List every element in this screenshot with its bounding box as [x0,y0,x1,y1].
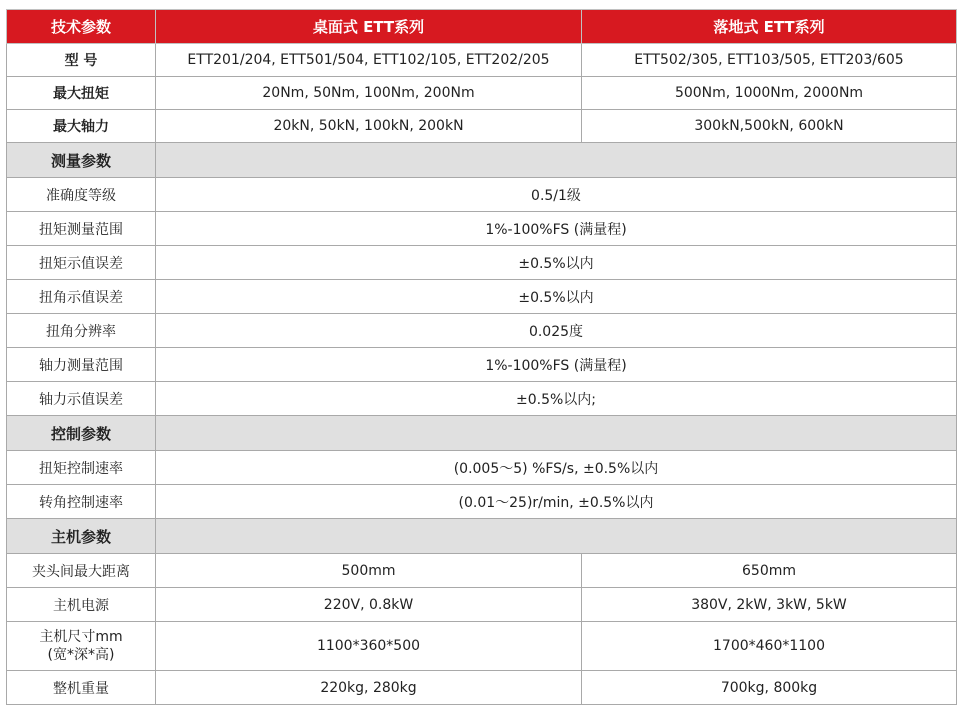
section-row-host [7,519,957,554]
row-label: 轴力示值误差 [7,382,156,416]
row-value: 1%-100%FS (满量程) [156,212,957,246]
row-value: ±0.5%以内; [156,382,957,416]
row-label-max-torque: 最大扭矩 [7,77,156,110]
header-desktop-series: 桌面式 ETT系列 [156,10,582,44]
table-row [7,110,957,143]
row-label: 扭角分辨率 [7,314,156,348]
cell-floor: 1700*460*1100 [582,622,957,671]
table-row [7,382,957,416]
table-row [7,671,957,705]
row-value: (0.01〜25)r/min, ±0.5%以内 [156,485,957,519]
row-label: 扭角示值误差 [7,280,156,314]
row-value: (0.005〜5) %FS/s, ±0.5%以内 [156,451,957,485]
table-row [7,246,957,280]
cell-floor: 700kg, 800kg [582,671,957,705]
header-row [7,10,957,44]
table-row [7,622,957,671]
cell-desktop: 500mm [156,554,582,588]
cell-desktop-max-axial: 20kN, 50kN, 100kN, 200kN [156,110,582,143]
table-row [7,44,957,77]
table-row [7,588,957,622]
row-label: 整机重量 [7,671,156,705]
row-label-line1: 主机尺寸mm [39,629,123,645]
cell-floor: 650mm [582,554,957,588]
spec-table-container [6,9,956,705]
row-label: 轴力测量范围 [7,348,156,382]
cell-desktop: 1100*360*500 [156,622,582,671]
section-title-host: 主机参数 [7,519,156,554]
table-row [7,77,957,110]
cell-desktop: 220V, 0.8kW [156,588,582,622]
row-value: 1%-100%FS (满量程) [156,348,957,382]
table-row [7,348,957,382]
cell-desktop: 220kg, 280kg [156,671,582,705]
section-fill [156,416,957,451]
cell-floor: 380V, 2kW, 3kW, 5kW [582,588,957,622]
section-title-measurement: 测量参数 [7,143,156,178]
table-row [7,554,957,588]
section-row-measurement [7,143,957,178]
row-label-line2: (宽*深*高) [47,647,115,663]
row-label: 扭矩测量范围 [7,212,156,246]
table-row [7,451,957,485]
row-label-model: 型 号 [7,44,156,77]
row-value: ±0.5%以内 [156,246,957,280]
cell-floor-model: ETT502/305, ETT103/505, ETT203/605 [582,44,957,77]
cell-floor-max-axial: 300kN,500kN, 600kN [582,110,957,143]
row-value: ±0.5%以内 [156,280,957,314]
row-label: 转角控制速率 [7,485,156,519]
table-row [7,280,957,314]
row-label: 扭矩控制速率 [7,451,156,485]
cell-desktop-max-torque: 20Nm, 50Nm, 100Nm, 200Nm [156,77,582,110]
table-row [7,485,957,519]
row-label: 夹头间最大距离 [7,554,156,588]
spec-table [6,9,957,705]
row-value: 0.025度 [156,314,957,348]
table-row [7,314,957,348]
row-label: 准确度等级 [7,178,156,212]
row-label-max-axial: 最大轴力 [7,110,156,143]
row-label: 主机电源 [7,588,156,622]
row-label: 扭矩示值误差 [7,246,156,280]
row-label [7,622,156,671]
cell-floor-max-torque: 500Nm, 1000Nm, 2000Nm [582,77,957,110]
table-row [7,178,957,212]
header-tech-params: 技术参数 [7,10,156,44]
row-value: 0.5/1级 [156,178,957,212]
cell-desktop-model: ETT201/204, ETT501/504, ETT102/105, ETT202/205 [156,44,582,77]
header-floor-series: 落地式 ETT系列 [582,10,957,44]
section-row-control [7,416,957,451]
section-fill [156,519,957,554]
table-row [7,212,957,246]
section-title-control: 控制参数 [7,416,156,451]
section-fill [156,143,957,178]
